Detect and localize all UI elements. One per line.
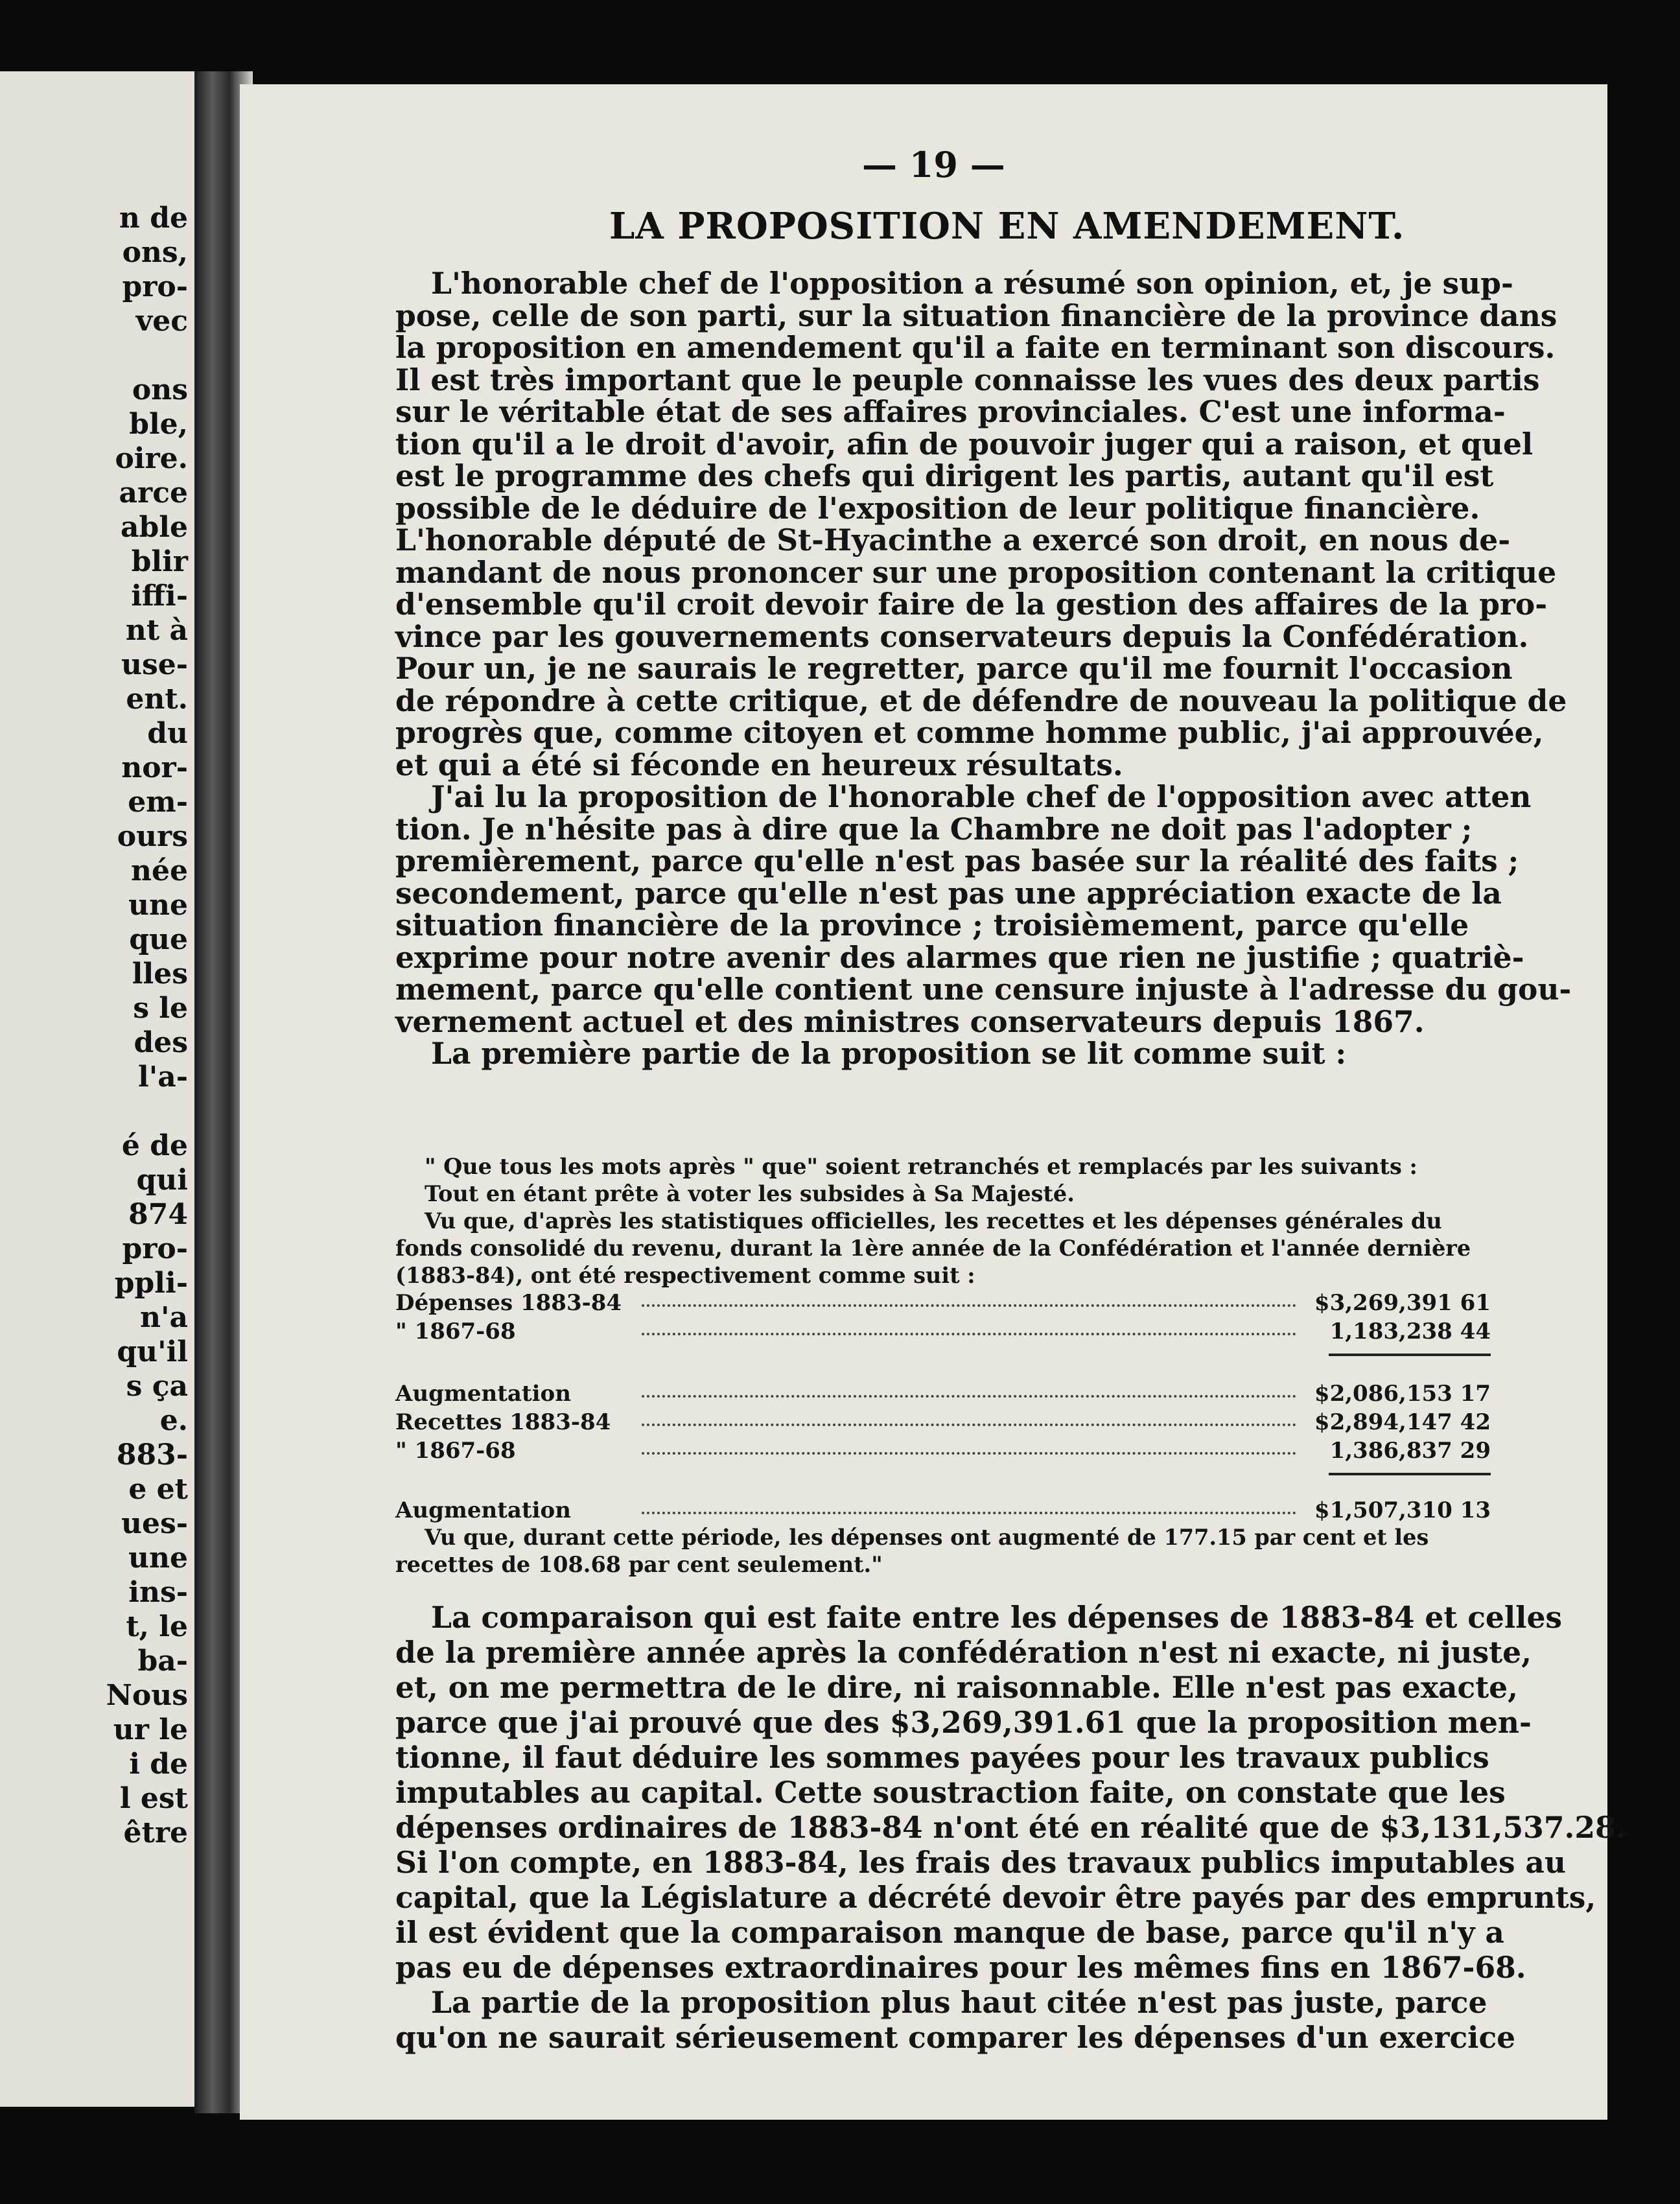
margin-fragment: em-: [128, 786, 188, 819]
body-line: de la première année après la confédération n'est ni exacte, ni juste,: [395, 1635, 1532, 1670]
body-line: il est évident que la comparaison manque de base, parce qu'il n'y a: [395, 1915, 1504, 1950]
ledger-label: " 1867-68: [395, 1438, 516, 1464]
ledger-amount: $1,507,310 13: [1314, 1497, 1491, 1523]
sum-rule: [1329, 1473, 1491, 1475]
body-line: qu'on ne saurait sérieusement comparer les dépenses d'un exercice: [395, 2020, 1516, 2055]
ledger-row: [395, 1409, 1491, 1438]
body-line: situation financière de la province ; troisièmement, parce qu'elle: [395, 908, 1469, 943]
body-line: vince par les gouvernements conservateurs depuis la Confédération.: [395, 618, 1529, 654]
body-line: parce que j'ai prouvé que des $3,269,391.61 que la proposition men-: [395, 1705, 1532, 1740]
leader-dots: [642, 1512, 1296, 1514]
section-heading: LA PROPOSITION EN AMENDEMENT.: [609, 205, 1405, 248]
body-line: mandant de nous prononcer sur une proposition contenant la critique: [395, 554, 1557, 590]
margin-fragment: ent.: [126, 683, 188, 716]
margin-fragment: ba-: [137, 1645, 188, 1678]
margin-fragment: é de: [121, 1129, 188, 1162]
quote-line: Vu que, d'après les statistiques officielles, les recettes et les dépenses générales du: [425, 1208, 1442, 1234]
margin-fragment: 883-: [116, 1438, 188, 1471]
ledger-label: " 1867-68: [395, 1319, 516, 1344]
ledger-row: [395, 1319, 1491, 1347]
ledger-amount: $2,894,147 42: [1314, 1409, 1491, 1435]
body-line: exprime pour notre avenir des alarmes que rien ne justifie ; quatriè-: [395, 939, 1524, 975]
margin-fragment: 874: [128, 1198, 188, 1231]
quote-line: " Que tous les mots après " que" soient retranchés et remplacés par les suivants :: [425, 1154, 1418, 1179]
margin-fragment: Nous: [106, 1679, 188, 1712]
ledger-amount: 1,386,837 29: [1329, 1438, 1491, 1464]
quote-line: Tout en étant prête à voter les subsides à Sa Majesté.: [425, 1181, 1075, 1206]
body-line: et, on me permettra de le dire, ni raisonnable. Elle n'est pas exacte,: [395, 1670, 1518, 1705]
ledger-row: [395, 1438, 1491, 1466]
ledger-amount: 1,183,238 44: [1329, 1319, 1491, 1344]
quote-line: recettes de 108.68 par cent seulement.": [395, 1552, 883, 1577]
quote-line: (1883-84), ont été respectivement comme suit :: [395, 1263, 975, 1288]
body-line: mement, parce qu'elle contient une censure injuste à l'adresse du gou-: [395, 972, 1572, 1007]
body-line: Il est très important que le peuple connaisse les vues des deux partis: [395, 362, 1540, 397]
margin-fragment: ble,: [129, 408, 188, 441]
body-line: dépenses ordinaires de 1883-84 n'ont été en réalité que de $3,131,537.28.: [395, 1810, 1626, 1845]
margin-fragment: une: [128, 1542, 188, 1575]
margin-fragment: être: [123, 1816, 188, 1849]
margin-fragment: e et: [128, 1473, 188, 1506]
margin-fragment: i de: [129, 1748, 188, 1781]
margin-fragment: du: [147, 717, 188, 750]
body-line: tionne, il faut déduire les sommes payées pour les travaux publics: [395, 1740, 1489, 1775]
margin-fragment: que: [129, 923, 188, 956]
body-line: pas eu de dépenses extraordinaires pour les mêmes fins en 1867-68.: [395, 1950, 1526, 1985]
margin-fragment: qu'il: [117, 1335, 188, 1368]
body-line: sur le véritable état de ses affaires provinciales. C'est une informa-: [395, 394, 1506, 429]
body-line: la proposition en amendement qu'il a faite en terminant son discours.: [395, 330, 1556, 365]
quote-line: fonds consolidé du revenu, durant la 1ère année de la Confédération et l'année dernière: [395, 1236, 1471, 1261]
margin-fragment: pro-: [122, 270, 188, 303]
facing-page-fragment: [0, 71, 198, 2107]
body-line: est le programme des chefs qui dirigent les partis, autant qu'il est: [395, 458, 1494, 493]
leader-dots: [642, 1452, 1296, 1455]
margin-fragment: n'a: [140, 1301, 188, 1334]
body-line: vernement actuel et des ministres conservateurs depuis 1867.: [395, 1003, 1425, 1039]
leader-dots: [642, 1304, 1296, 1307]
page-number: — 19 —: [862, 144, 1005, 185]
margin-fragment: ues-: [121, 1507, 188, 1540]
sum-rule: [1329, 1354, 1491, 1356]
ledger-amount: $2,086,153 17: [1314, 1381, 1491, 1407]
margin-fragment: oire.: [115, 442, 188, 475]
body-line: tion qu'il a le droit d'avoir, afin de pouvoir juger qui a raison, et quel: [395, 426, 1534, 462]
body-line: L'honorable chef de l'opposition a résumé son opinion, et, je sup-: [431, 266, 1513, 301]
margin-fragment: iffi-: [131, 580, 188, 613]
ledger-row: [395, 1497, 1491, 1526]
margin-fragment: une: [128, 889, 188, 922]
body-line: secondement, parce qu'elle n'est pas une appréciation exacte de la: [395, 875, 1502, 911]
body-line: premièrement, parce qu'elle n'est pas basée sur la réalité des faits ;: [395, 843, 1519, 878]
margin-fragment: use-: [121, 648, 188, 681]
margin-fragment: ppli-: [114, 1267, 188, 1300]
leader-dots: [642, 1395, 1296, 1398]
body-line: capital, que la Législature a décrété devoir être payés par des emprunts,: [395, 1880, 1596, 1915]
body-line: J'ai lu la proposition de l'honorable chef de l'opposition avec atten: [431, 779, 1532, 814]
margin-fragment: qui: [136, 1164, 188, 1197]
ledger-row: [395, 1290, 1491, 1319]
body-line: imputables au capital. Cette soustraction faite, on constate que les: [395, 1775, 1506, 1810]
margin-fragment: s le: [133, 992, 188, 1025]
body-line: tion. Je n'hésite pas à dire que la Chambre ne doit pas l'adopter ;: [395, 811, 1473, 847]
leader-dots: [642, 1424, 1296, 1426]
leader-dots: [642, 1333, 1296, 1335]
body-line: d'ensemble qu'il croit devoir faire de la gestion des affaires de la pro-: [395, 587, 1548, 622]
body-line: pose, celle de son parti, sur la situation financière de la province dans: [395, 298, 1558, 333]
ledger-label: Augmentation: [395, 1497, 571, 1523]
body-line: progrès que, comme citoyen et comme homme public, j'ai approuvée,: [395, 715, 1544, 750]
body-line: et qui a été si féconde en heureux résultats.: [395, 747, 1123, 782]
body-line: La partie de la proposition plus haut citée n'est pas juste, parce: [431, 1985, 1488, 2020]
margin-fragment: able: [121, 511, 188, 544]
margin-fragment: e.: [159, 1404, 188, 1437]
ledger-row: [395, 1381, 1491, 1409]
margin-fragment: blir: [131, 545, 188, 578]
body-line: de répondre à cette critique, et de défendre de nouveau la politique de: [395, 683, 1567, 718]
margin-fragment: ins-: [128, 1576, 188, 1609]
margin-fragment: ur le: [113, 1713, 188, 1746]
ledger-amount: $3,269,391 61: [1314, 1290, 1491, 1316]
margin-fragment: l'a-: [138, 1061, 188, 1094]
margin-fragment: l est: [119, 1782, 188, 1815]
ledger-label: Recettes 1883-84: [395, 1409, 611, 1435]
margin-fragment: t, le: [126, 1610, 188, 1643]
quote-line: Vu que, durant cette période, les dépenses ont augmenté de 177.15 par cent et les: [425, 1525, 1429, 1550]
body-line: possible de le déduire de l'exposition de leur politique financière.: [395, 490, 1480, 526]
body-line: La comparaison qui est faite entre les dépenses de 1883-84 et celles: [431, 1600, 1563, 1635]
margin-fragment: des: [134, 1026, 188, 1059]
margin-fragment: nt à: [125, 614, 188, 647]
margin-fragment: nor-: [121, 751, 188, 784]
ledger-label: Dépenses 1883-84: [395, 1290, 622, 1316]
margin-fragment: arce: [119, 476, 188, 510]
body-line: L'honorable député de St-Hyacinthe a exercé son droit, en nous de-: [395, 522, 1511, 557]
margin-fragment: ons: [132, 373, 188, 406]
margin-fragment: s ça: [126, 1370, 188, 1403]
margin-fragment: ours: [117, 820, 188, 853]
margin-fragment: née: [131, 854, 188, 887]
ledger-label: Augmentation: [395, 1381, 571, 1407]
body-line: Pour un, je ne saurais le regretter, parce qu'il me fournit l'occasion: [395, 651, 1513, 686]
body-line: Si l'on compte, en 1883-84, les frais des travaux publics imputables au: [395, 1845, 1566, 1880]
margin-fragment: lles: [132, 957, 188, 991]
margin-fragment: ons,: [122, 236, 188, 269]
margin-fragment: vec: [135, 305, 188, 338]
margin-fragment: pro-: [122, 1232, 188, 1265]
body-line: La première partie de la proposition se lit comme suit :: [431, 1036, 1347, 1071]
margin-fragment: n de: [119, 202, 188, 235]
